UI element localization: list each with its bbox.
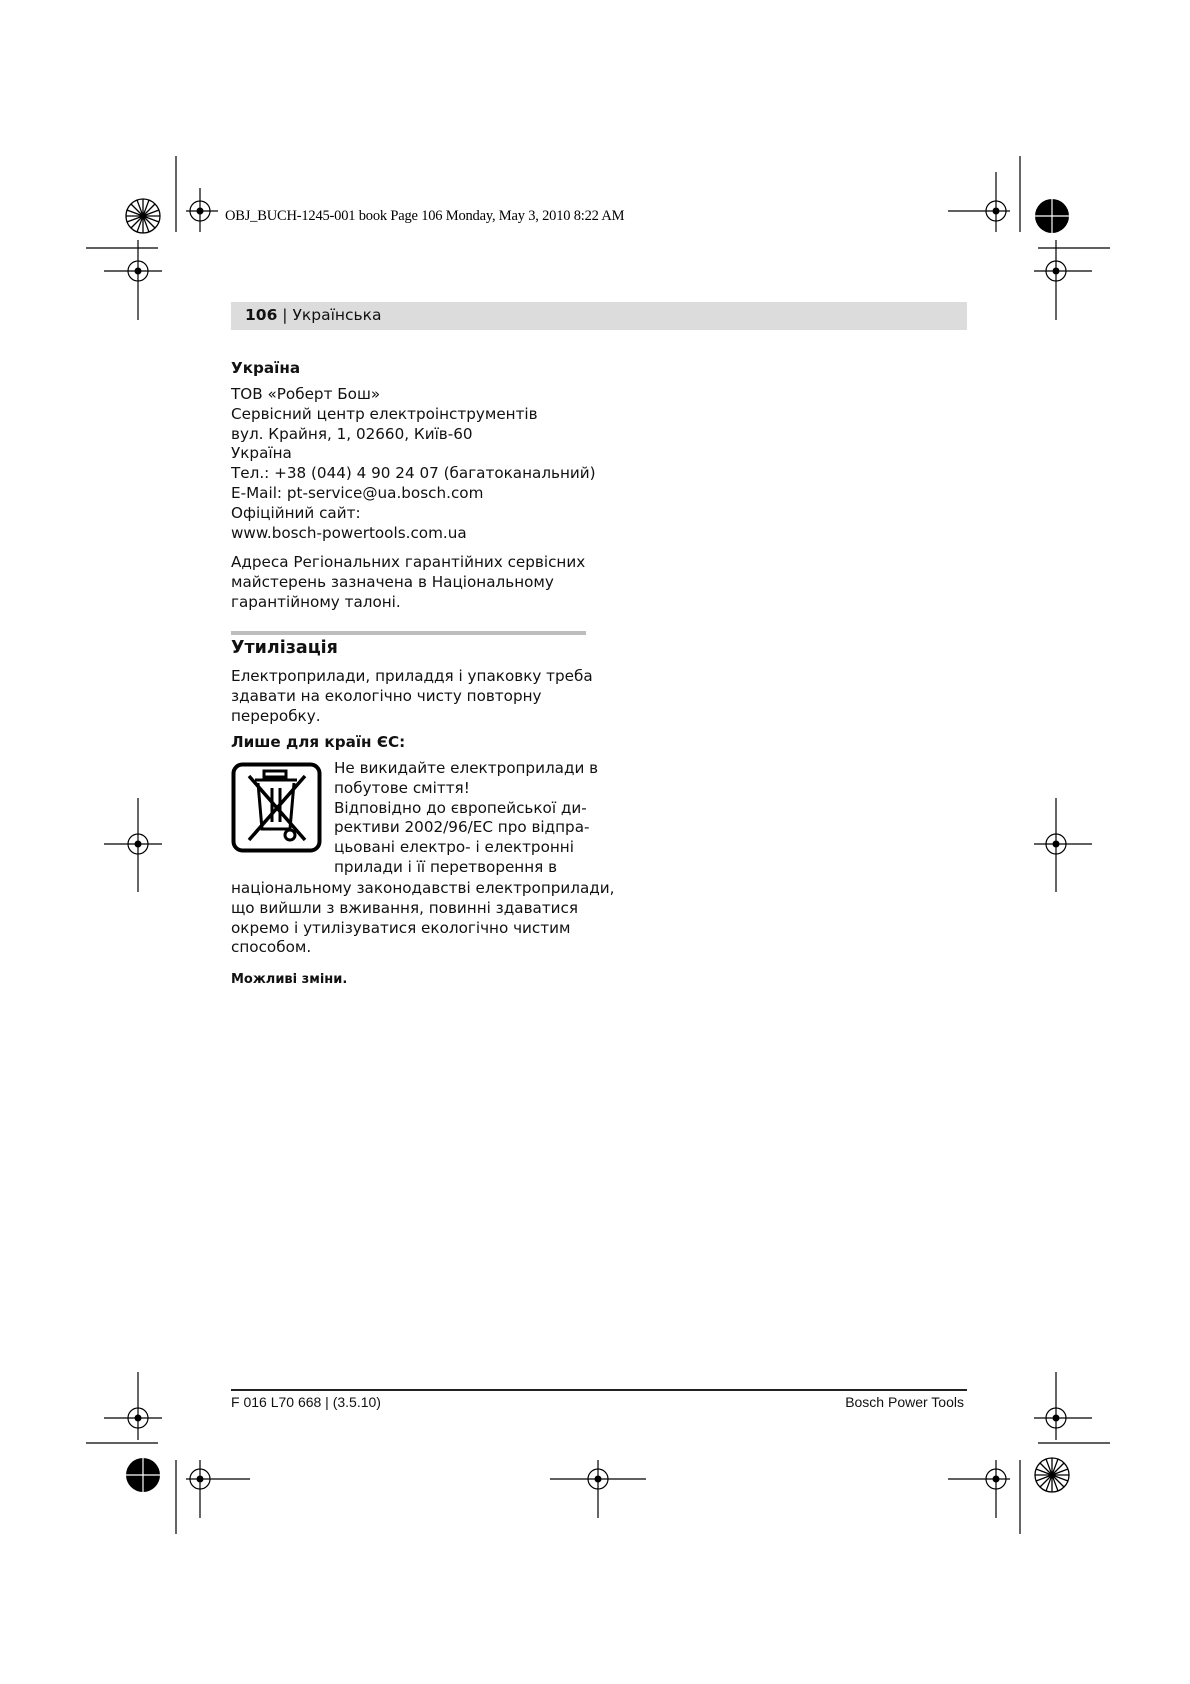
website-link[interactable]: www.bosch-powertools.com.ua xyxy=(231,523,467,542)
eu-line: окремо і утилізуватися екологічно чистим xyxy=(231,918,571,937)
note-line: майстерень зазначена в Національному xyxy=(231,572,554,591)
country-heading: Україна xyxy=(231,359,301,377)
website-label: Офіційний сайт: xyxy=(231,503,361,522)
eu-line: національному законодавстві електроприлади, xyxy=(231,879,615,897)
disposal-line: здавати на екологічно чисту повторну xyxy=(231,686,542,705)
page-language: Українська xyxy=(292,306,382,324)
page-number: 106 xyxy=(245,306,278,324)
address-line: ТОВ «Роберт Бош» xyxy=(231,385,381,403)
email-line: E-Mail: pt-service@ua.bosch.com xyxy=(231,483,484,502)
eu-notice xyxy=(334,759,598,878)
page-separator: | xyxy=(277,306,293,324)
eu-line: Не викидайте електроприлади в xyxy=(334,759,599,777)
disposal-heading: Утилізація xyxy=(231,638,338,658)
disposal-line: переробку. xyxy=(231,706,321,725)
disposal-text xyxy=(231,667,593,726)
eu-line: Відповідно до європейської ди- xyxy=(334,798,587,817)
eu-line: прилади і її перетворення в xyxy=(334,857,558,876)
eu-line: цьовані електро- і електронні xyxy=(334,838,574,857)
page-header-band xyxy=(231,302,967,330)
footer-rule xyxy=(231,1389,967,1391)
service-note xyxy=(231,553,589,612)
phone-line: Тел.: +38 (044) 4 90 24 07 (багатоканальний) xyxy=(231,464,596,483)
eu-line: побутове сміття! xyxy=(334,778,470,797)
footer-brand: Bosch Power Tools xyxy=(845,1394,964,1410)
print-header: OBJ_BUCH-1245-001 book Page 106 Monday, May 3, 2010 8:22 AM xyxy=(225,208,625,224)
eu-line: рективи 2002/96/EC про відпра- xyxy=(334,818,590,837)
crossed-out-wheelie-bin-icon xyxy=(231,762,322,853)
eu-heading: Лише для країн ЄС: xyxy=(231,733,406,751)
disposal-line: Електроприлади, приладдя і упаковку треба xyxy=(231,667,593,685)
section-divider xyxy=(231,631,586,635)
eu-line: що вийшли з вживання, повинні здаватися xyxy=(231,898,579,917)
note-line: Адреса Регіональних гарантійних сервісних xyxy=(231,553,586,571)
address-line: вул. Крайня, 1, 02660, Київ-60 xyxy=(231,424,473,443)
service-address xyxy=(231,385,596,543)
note-line: гарантійному талоні. xyxy=(231,592,401,611)
address-line: Сервісний центр електроінструментів xyxy=(231,404,538,423)
changes-note: Можливі зміни. xyxy=(231,972,348,987)
eu-notice-continued xyxy=(231,879,615,958)
footer-doc-ref: F 016 L70 668 | (3.5.10) xyxy=(231,1394,381,1410)
address-line: Україна xyxy=(231,444,292,463)
page-label xyxy=(245,306,382,324)
eu-line: способом. xyxy=(231,938,312,957)
